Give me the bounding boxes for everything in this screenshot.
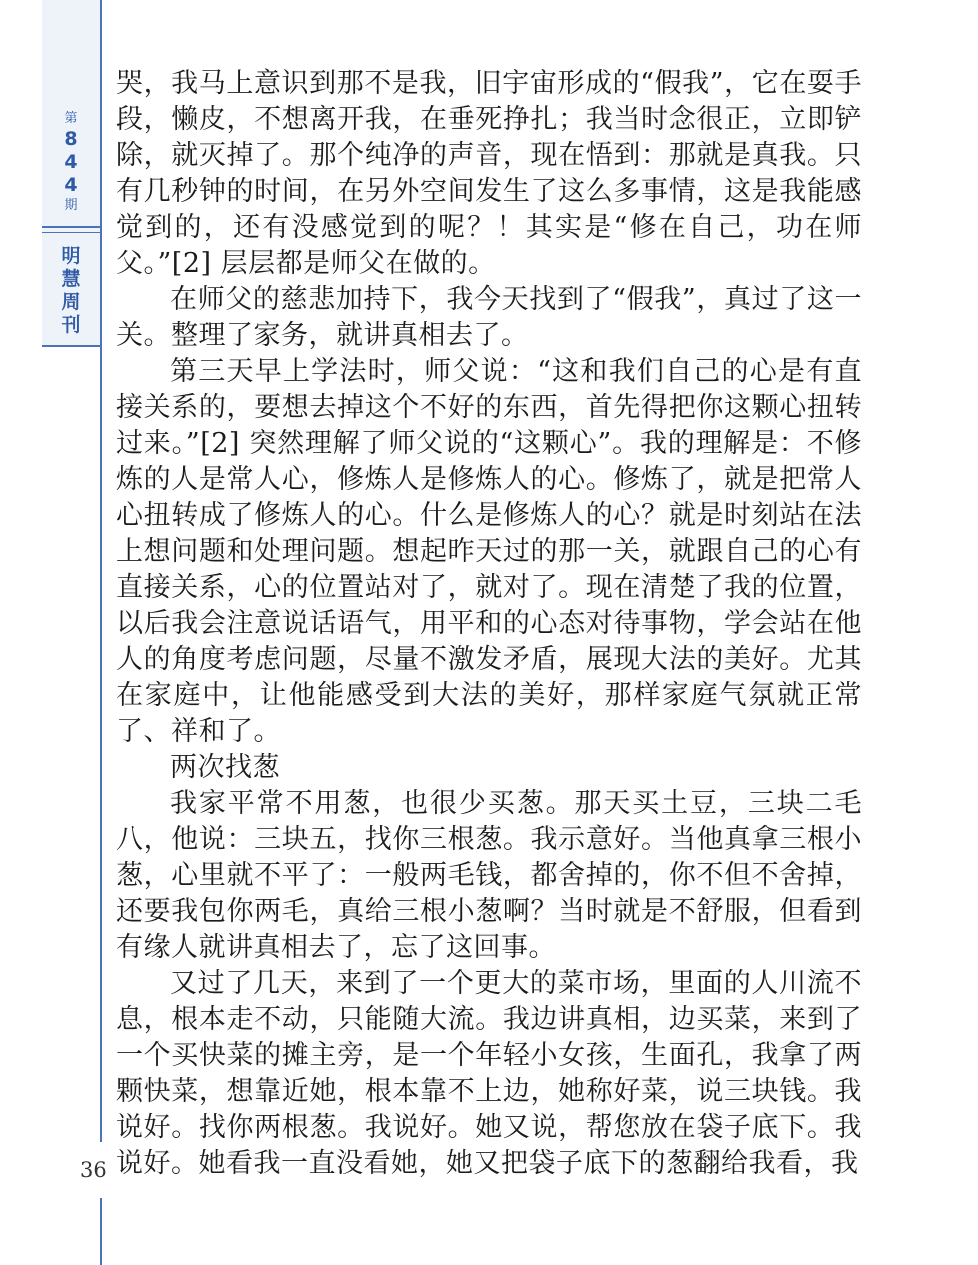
- publication-char: 明: [61, 245, 81, 267]
- paragraph: 我家平常不用葱，也很少买葱。那天买土豆，三块二毛八，他说：三块五，找你三根葱。我示意好。当他真拿三根小葱，心里就不平了：一般两毛钱，都舍掉的，你不但不舍掉，还要我包你两毛，真给三根小葱啊？当时就是不舒服，但看到有缘人就讲真相去了，忘了这回事。: [116, 788, 862, 963]
- sidebar-divider: [42, 226, 100, 233]
- paragraph: 在师父的慈悲加持下，我今天找到了“假我”，真过了这一关。整理了家务，就讲真相去了。: [116, 284, 862, 351]
- publication-char: 刊: [61, 314, 81, 336]
- paragraph: 哭，我马上意识到那不是我，旧宇宙形成的“假我”，它在耍手段，懒皮，不想离开我，在垂死挣扎；我当时念很正，立即铲除，就灭掉了。那个纯净的声音，现在悟到：那就是真我。只有几秒钟的时间，在另外空间发生了这么多事情，这是我能感觉到的，还有没感觉到的呢？！其实是“修在自己，功在师父。”[2] 层层都是师父在做的。: [116, 68, 862, 279]
- publication-char: 周: [61, 291, 81, 313]
- issue-label: [42, 110, 100, 215]
- article-body: [116, 66, 862, 1182]
- section-heading: 两次找葱: [170, 752, 280, 783]
- paragraph: 又过了几天，来到了一个更大的菜市场，里面的人川流不息，根本走不动，只能随大流。我边讲真相，边买菜，来到了一个买快菜的摊主旁，是一个年轻小女孩，生面孔，我拿了两颗快菜，想靠近她，根本靠不上边，她称好菜，说三块钱。我说好。找你两根葱。我说好。她又说，帮您放在袋子底下。我说好。她看我一直没看她，她又把袋子底下的葱翻给我看，我: [116, 968, 862, 1179]
- publication-char: 慧: [61, 268, 81, 290]
- issue-prefix: 第: [64, 111, 78, 126]
- issue-digit: 8: [64, 128, 78, 150]
- paragraph: 第三天早上学法时，师父说：“这和我们自己的心是有直接关系的，要想去掉这个不好的东西，首先得把你这颗心扭转过来。”[2] 突然理解了师父说的“这颗心”。我的理解是：不修炼的人是常人心，修炼人是修炼人的心。修炼了，就是把常人心扭转成了修炼人的心。什么是修炼人的心？就是时刻站在法上想问题和处理问题。想起昨天过的那一关，就跟自己的心有直接关系，心的位置站对了，就对了。现在清楚了我的位置，以后我会注意说话语气，用平和的心态对待事物，学会站在他人的角度考虑问题，尽量不激发矛盾，展现大法的美好。尤其在家庭中，让他能感受到大法的美好，那样家庭气氛就正常了、祥和了。: [116, 356, 862, 747]
- margin-rule: [100, 0, 102, 1265]
- issue-suffix: 期: [64, 198, 78, 213]
- issue-digit: 4: [64, 174, 78, 196]
- page-number: 36: [80, 1158, 107, 1182]
- issue-digit: 4: [64, 151, 78, 173]
- publication-name: [42, 245, 100, 337]
